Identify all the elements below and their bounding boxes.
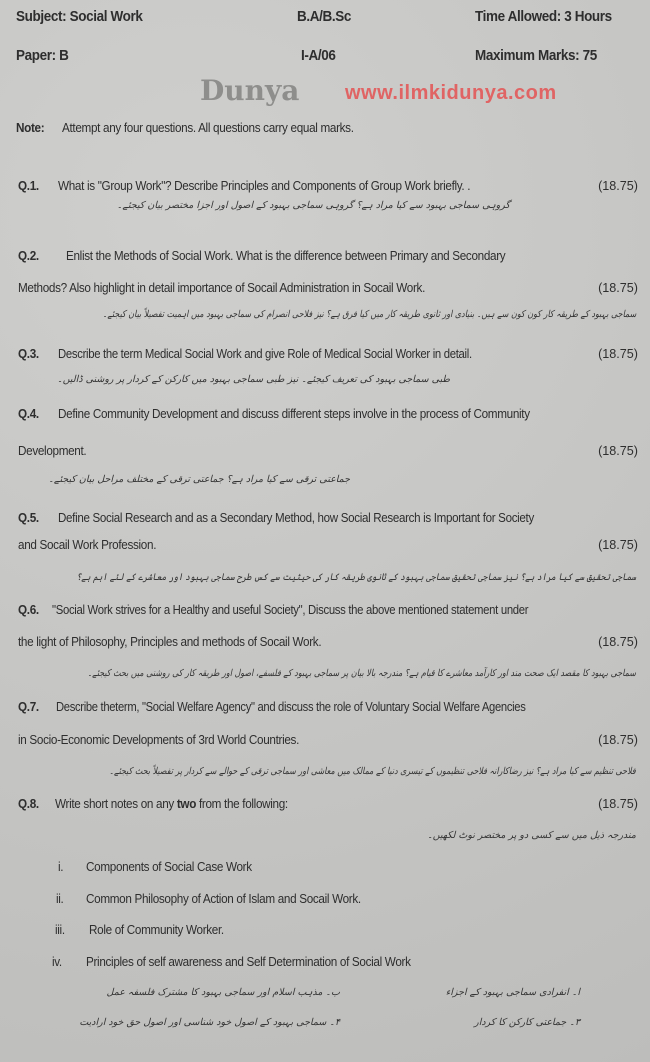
question-text: Describe theterm, "Social Welfare Agency" and discuss the role of Voluntary Social Welfare Agencies [56, 700, 526, 714]
question-text: What is "Group Work"? Describe Principles and Components of Group Work briefly. . [58, 179, 471, 193]
option-number: iv. [52, 955, 62, 969]
option-number: iii. [55, 923, 65, 937]
question-marks: (18.75) [598, 635, 638, 649]
question-text: Development. [18, 444, 87, 458]
degree: B.A/B.Sc [297, 9, 351, 25]
question-text: "Social Work strives for a Healthy and useful Society", Discuss the above mentioned statement under [52, 603, 529, 617]
watermark-logo: Dunya [200, 74, 300, 107]
subject: Subject: Social Work [16, 9, 143, 25]
question-urdu: طبی سماجی بہبود کی تعریف کیجئے۔ نیز طبی سماجی بہبود میں کارکن کے کردار پر روشنی ڈالیں۔ [57, 374, 450, 385]
question-urdu: سماجی تحقیق سے کیا مراد ہے؟ نیز سماجی تحقیق سماجی بہبود کے ثانوی طریقہ کار کی حیثیت سے کس طرح سماجی بہبود اور معاشرے کے لئے اہم ہے؟ [76, 572, 636, 583]
option-text: Role of Community Worker. [89, 923, 224, 937]
question-number: Q.8. [18, 797, 39, 811]
text: from the following: [196, 797, 288, 811]
paper: Paper: B [16, 48, 69, 64]
question-marks: (18.75) [598, 281, 638, 295]
question-urdu: سماجی بہبود کا مقصد ایک صحت مند اور کارآمد معاشرے کا قیام ہے؟ مندرجہ بالا بیان پر سماجی بہبود کے فلسفے، اصول اور طریقہ کار کی روشنی میں بحث کیجئے۔ [87, 668, 636, 679]
question-marks: (18.75) [598, 733, 638, 747]
question-marks: (18.75) [598, 179, 638, 193]
watermark-site: www.ilmkidunya.com [345, 82, 557, 104]
urdu-option: ا۔ انفرادی سماجی بہبود کے اجزاء [445, 987, 580, 998]
question-text [55, 797, 288, 811]
emphasis: two [176, 797, 197, 811]
question-number: Q.3. [18, 347, 39, 361]
note-label: Note: [16, 121, 45, 135]
question-marks: (18.75) [598, 347, 638, 361]
question-number: Q.4. [18, 407, 39, 421]
text: Write short notes on any [55, 797, 177, 811]
time-allowed: Time Allowed: 3 Hours [475, 9, 612, 25]
question-urdu: فلاحی تنظیم سے کیا مراد ہے؟ نیز رضاکارانہ فلاحی تنظیموں کے تیسری دنیا کے ممالک میں معاشی اور سماجی ترقی کے حوالے سے کردار پر تفصیلاً بحث کیجئے۔ [109, 766, 636, 777]
question-marks: (18.75) [598, 797, 638, 811]
urdu-option: ۴۔ سماجی بہبود کے اصول خود شناسی اور اصول حق خود ارادیت [79, 1017, 340, 1028]
question-marks: (18.75) [598, 444, 638, 458]
question-text: Define Community Development and discuss different steps involve in the process of Community [58, 407, 530, 421]
question-urdu: مندرجہ ذیل میں سے کسی دو پر مختصر نوٹ لکھیں۔ [427, 830, 636, 841]
question-urdu: جماعتی ترقی سے کیا مراد ہے؟ جماعتی ترقی کے مختلف مراحل بیان کیجئے۔ [48, 474, 350, 485]
option-number: ii. [56, 892, 64, 906]
question-text: Enlist the Methods of Social Work. What is the difference between Primary and Secondary [66, 249, 506, 263]
question-text: in Socio-Economic Developments of 3rd World Countries. [18, 733, 300, 747]
question-text: Describe the term Medical Social Work and give Role of Medical Social Worker in detail. [58, 347, 472, 361]
question-urdu: سماجی بہبود کے طریقہ کار کون کون سے ہیں۔ بنیادی اور ثانوی طریقہ کار میں کیا فرق ہے؟ نیز فلاحی انصرام کی سماجی بہبود میں اہمیت تفصیلاً بیان کیجئے۔ [102, 309, 636, 320]
option-text: Common Philosophy of Action of Islam and Socail Work. [86, 892, 361, 906]
question-number: Q.1. [18, 179, 39, 193]
paper-code: I-A/06 [301, 48, 336, 64]
question-text: the light of Philosophy, Principles and methods of Socail Work. [18, 635, 322, 649]
question-urdu: گروہی سماجی بہبود سے کیا مراد ہے؟ گروہی سماجی بہبود کے اصول اور اجزا مختصر بیان کیجئے۔ [116, 200, 510, 211]
question-text: Define Social Research and as a Secondary Method, how Social Research is Important for Society [58, 511, 534, 525]
question-text: and Socail Work Profession. [18, 538, 157, 552]
question-number: Q.5. [18, 511, 39, 525]
urdu-option: ب۔ مذہب اسلام اور سماجی بہبود کا مشترک فلسفہ عمل [106, 987, 340, 998]
question-marks: (18.75) [598, 538, 638, 552]
question-number: Q.6. [18, 603, 39, 617]
question-number: Q.2. [18, 249, 39, 263]
question-number: Q.7. [18, 700, 39, 714]
option-text: Principles of self awareness and Self Determination of Social Work [86, 955, 411, 969]
option-text: Components of Social Case Work [86, 860, 252, 874]
option-number: i. [58, 860, 64, 874]
maximum-marks: Maximum Marks: 75 [475, 48, 597, 64]
note-text: Attempt any four questions. All questions carry equal marks. [62, 121, 354, 135]
urdu-option: ۳۔ جماعتی کارکن کا کردار [474, 1017, 580, 1028]
question-text: Methods? Also highlight in detail importance of Socail Administration in Socail Work. [18, 281, 426, 295]
